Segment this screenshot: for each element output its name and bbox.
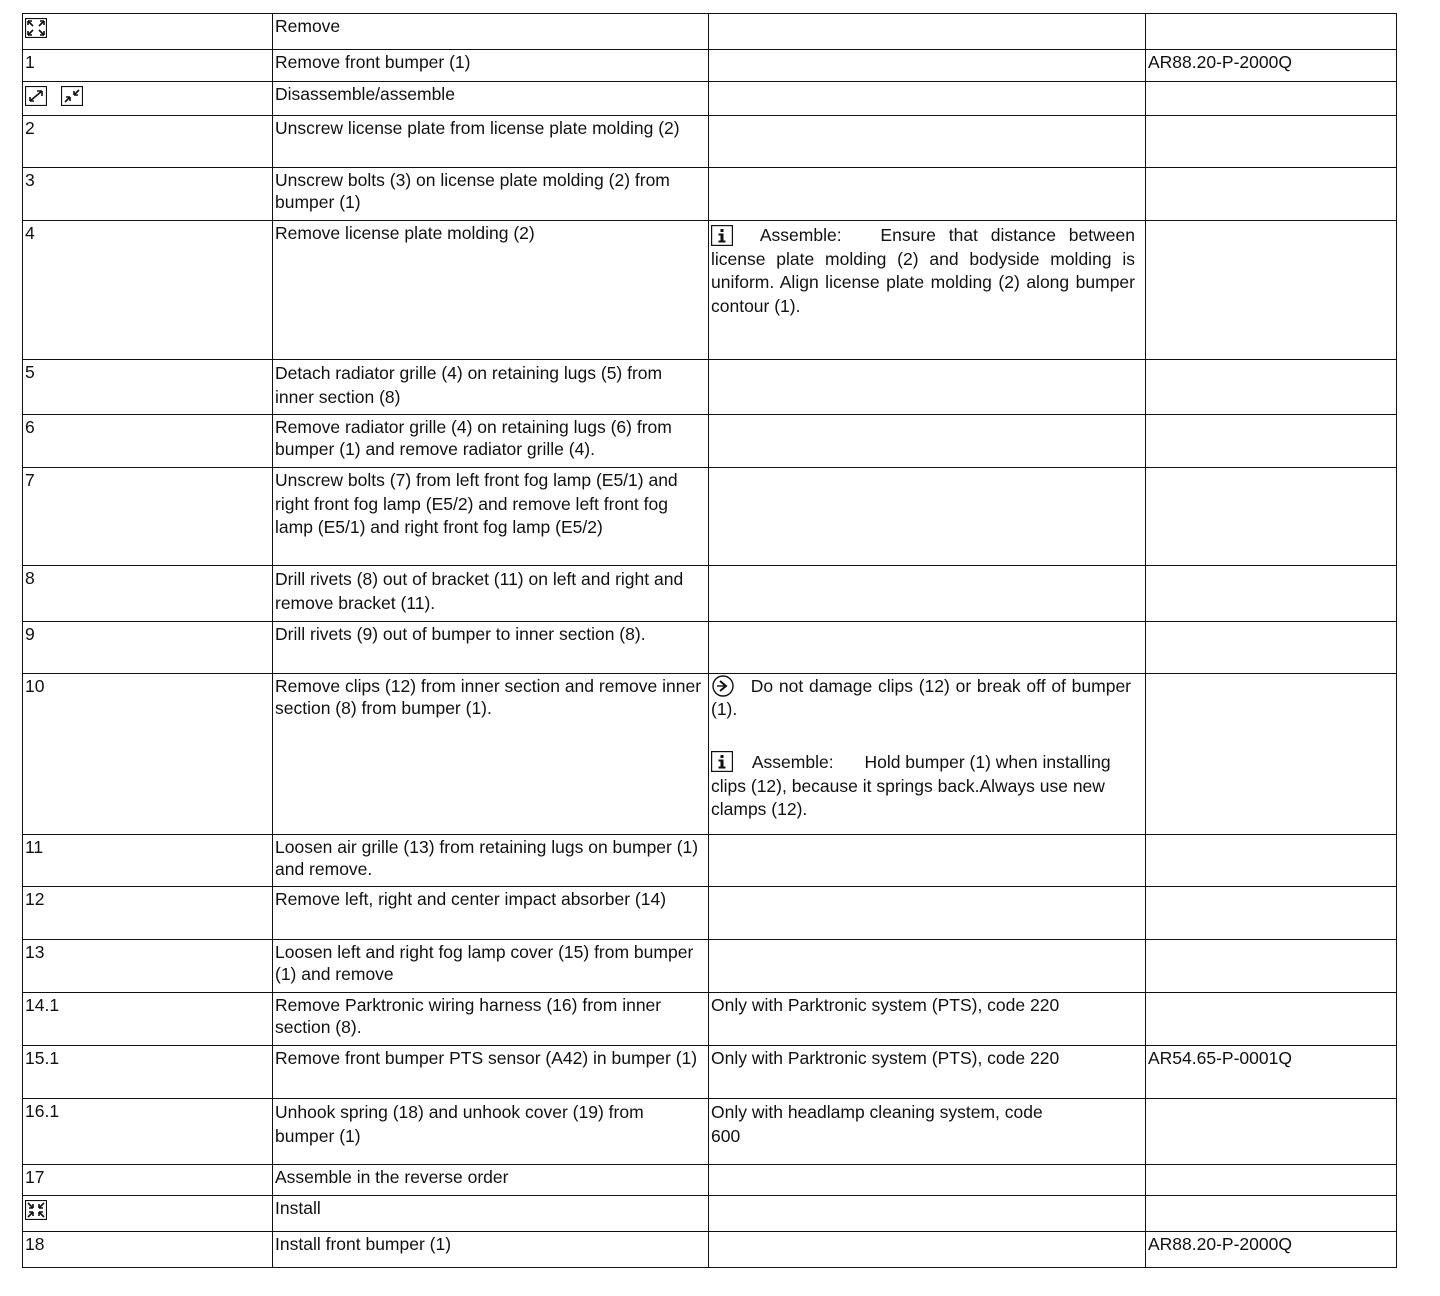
step-cell: 13 — [23, 940, 273, 993]
action-cell: Loosen left and right fog lamp cover (15) from bumper (1) and remove — [273, 940, 709, 993]
step-cell — [23, 14, 273, 50]
note-cell — [709, 566, 1146, 622]
note-cell — [709, 50, 1146, 82]
step-cell: 3 — [23, 168, 273, 221]
table-row — [23, 1232, 1397, 1268]
action-cell: Disassemble/assemble — [273, 82, 709, 116]
ref-cell — [1146, 566, 1397, 622]
table-row — [23, 221, 1397, 360]
action-cell: Drill rivets (9) out of bumper to inner section (8). — [273, 622, 709, 674]
table-row — [23, 835, 1397, 887]
table-row — [23, 622, 1397, 674]
ref-cell — [1146, 360, 1397, 415]
note-cell — [709, 116, 1146, 168]
note-cell — [709, 415, 1146, 468]
install-icon — [25, 1200, 47, 1220]
step-cell: 11 — [23, 835, 273, 887]
table-row — [23, 674, 1397, 835]
action-cell: Remove radiator grille (4) on retaining lugs (6) from bumper (1) and remove radiator grille (4). — [273, 415, 709, 468]
note-cell — [709, 82, 1146, 116]
ref-cell — [1146, 1099, 1397, 1165]
note-cell — [709, 468, 1146, 566]
note-label: Assemble: — [759, 225, 842, 245]
info-icon — [711, 751, 733, 772]
table-row — [23, 1165, 1397, 1196]
table-row — [23, 1099, 1397, 1165]
action-cell: Loosen air grille (13) from retaining lugs on bumper (1) and remove. — [273, 835, 709, 887]
table-row — [23, 168, 1397, 221]
note-cell — [709, 622, 1146, 674]
note-cell — [709, 887, 1146, 940]
ref-cell — [1146, 221, 1397, 360]
action-cell: Unscrew bolts (3) on license plate molding (2) from bumper (1) — [273, 168, 709, 221]
step-cell: 15.1 — [23, 1046, 273, 1099]
table-row — [23, 50, 1397, 82]
step-cell: 14.1 — [23, 993, 273, 1046]
ref-cell — [1146, 168, 1397, 221]
action-cell: Install — [273, 1196, 709, 1232]
ref-link[interactable]: AR88.20-P-2000Q — [1146, 50, 1397, 82]
step-cell: 8 — [23, 566, 273, 622]
note-cell — [709, 674, 1146, 835]
note-cell — [709, 14, 1146, 50]
note-cell: Only with headlamp cleaning system, code 600 — [709, 1099, 1146, 1165]
note-cell: Only with Parktronic system (PTS), code 220 — [709, 993, 1146, 1046]
table-row — [23, 566, 1397, 622]
step-cell: 7 — [23, 468, 273, 566]
note-cell — [709, 940, 1146, 993]
ref-cell — [1146, 415, 1397, 468]
table-row — [23, 468, 1397, 566]
table-row — [23, 1196, 1397, 1232]
action-cell: Unscrew bolts (7) from left front fog lamp (E5/1) and right front fog lamp (E5/2) and remove left front fog lamp (E5/1) and right front fog lamp (E5/2) — [273, 468, 709, 566]
procedure-table — [22, 13, 1397, 1268]
step-cell: 12 — [23, 887, 273, 940]
disassemble-icon — [25, 86, 47, 106]
action-cell: Remove — [273, 14, 709, 50]
step-cell: 17 — [23, 1165, 273, 1196]
ref-cell — [1146, 82, 1397, 116]
caution-text: Do not damage clips (12) or break off of bumper (1). — [711, 676, 1132, 719]
step-cell: 4 — [23, 221, 273, 360]
table-row — [23, 82, 1397, 116]
info-icon — [711, 225, 733, 246]
note-cell — [709, 835, 1146, 887]
assemble-icon — [61, 86, 83, 106]
note-cell — [709, 1232, 1146, 1268]
note-cell: Only with Parktronic system (PTS), code 220 — [709, 1046, 1146, 1099]
ref-cell — [1146, 1165, 1397, 1196]
step-cell — [23, 1196, 273, 1232]
action-cell: Assemble in the reverse order — [273, 1165, 709, 1196]
remove-icon — [25, 18, 47, 38]
ref-cell — [1146, 993, 1397, 1046]
note-cell — [709, 1165, 1146, 1196]
step-cell — [23, 82, 273, 116]
note-cell — [709, 360, 1146, 415]
step-cell: 6 — [23, 415, 273, 468]
step-cell: 2 — [23, 116, 273, 168]
action-cell: Remove front bumper (1) — [273, 50, 709, 82]
ref-cell — [1146, 1196, 1397, 1232]
table-row — [23, 993, 1397, 1046]
step-cell: 18 — [23, 1232, 273, 1268]
action-cell: Remove Parktronic wiring harness (16) from inner section (8). — [273, 993, 709, 1046]
ref-link[interactable]: AR54.65-P-0001Q — [1146, 1046, 1397, 1099]
action-cell: Drill rivets (8) out of bracket (11) on left and right and remove bracket (11). — [273, 566, 709, 622]
action-cell: Unscrew license plate from license plate molding (2) — [273, 116, 709, 168]
table-row — [23, 14, 1397, 50]
step-cell: 10 — [23, 674, 273, 835]
ref-cell — [1146, 14, 1397, 50]
ref-link[interactable]: AR88.20-P-2000Q — [1146, 1232, 1397, 1268]
action-cell: Unhook spring (18) and unhook cover (19) from bumper (1) — [273, 1099, 709, 1165]
note-cell — [709, 221, 1146, 360]
step-cell: 9 — [23, 622, 273, 674]
note-cell — [709, 168, 1146, 221]
action-cell: Remove license plate molding (2) — [273, 221, 709, 360]
note-text: Ensure that distance between license plate molding (2) and bodyside molding is uniform. Align license plate molding (2) along bumper contour (1). — [711, 225, 1135, 316]
step-cell: 5 — [23, 360, 273, 415]
ref-cell — [1146, 622, 1397, 674]
step-cell: 1 — [23, 50, 273, 82]
ref-cell — [1146, 940, 1397, 993]
table-row — [23, 887, 1397, 940]
table-row — [23, 1046, 1397, 1099]
table-row — [23, 940, 1397, 993]
ref-cell — [1146, 468, 1397, 566]
note-cell — [709, 1196, 1146, 1232]
action-cell: Install front bumper (1) — [273, 1232, 709, 1268]
table-row — [23, 415, 1397, 468]
ref-cell — [1146, 835, 1397, 887]
ref-cell — [1146, 116, 1397, 168]
step-cell: 16.1 — [23, 1099, 273, 1165]
ref-cell — [1146, 887, 1397, 940]
action-cell: Remove clips (12) from inner section and remove inner section (8) from bumper (1). — [273, 674, 709, 835]
note-label: Assemble: — [751, 752, 834, 772]
table-row — [23, 360, 1397, 415]
table-row — [23, 116, 1397, 168]
action-cell: Remove front bumper PTS sensor (A42) in bumper (1) — [273, 1046, 709, 1099]
caution-icon — [711, 675, 735, 697]
note-text: Hold bumper (1) when installing clips (12), because it springs back.Always use new clamps (12). — [711, 752, 1111, 819]
ref-cell — [1146, 674, 1397, 835]
action-cell: Remove left, right and center impact absorber (14) — [273, 887, 709, 940]
action-cell: Detach radiator grille (4) on retaining lugs (5) from inner section (8) — [273, 360, 709, 415]
